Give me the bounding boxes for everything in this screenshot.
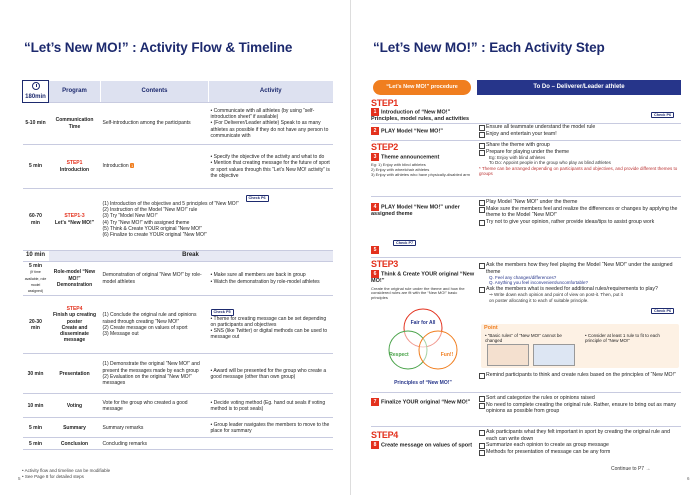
procedure-item-7: 7 Finalize YOUR original “New MO!” bbox=[371, 398, 475, 406]
break-row bbox=[23, 251, 333, 262]
row-program: Conclusion bbox=[49, 438, 101, 450]
row-activity: • Decide voting method (Eg. hand out seals if voting method is to post seals) bbox=[209, 394, 333, 418]
todo-item: Summarize each opinion to create as group message bbox=[479, 442, 679, 449]
todo-item: Make sure the members feel and realize the differences or changes by applying the theme to the Model “New MO!” bbox=[479, 206, 679, 219]
divider bbox=[371, 392, 681, 393]
step4-label: STEP4 bbox=[371, 430, 399, 440]
row-program: Presentation bbox=[49, 354, 101, 394]
break-label: Break bbox=[49, 251, 333, 262]
step-number: 6 bbox=[371, 270, 379, 278]
procedure-item-4: 4 PLAY Model “New MO!” under assigned theme bbox=[371, 204, 460, 218]
row-activity: • Award will be presented for the group who create a good message (other than own group) bbox=[209, 354, 333, 394]
page-number: 5 bbox=[18, 476, 21, 481]
check-p7-tag: Check P7 bbox=[393, 240, 416, 246]
step-label: STEP1-3 bbox=[64, 213, 85, 220]
step1-label: STEP1 bbox=[371, 98, 399, 108]
procedure-item-3: 3 Theme announcement Eg: 1) Enjoy with blind athletes 2) Enjoy with wheelchair athletes 3) Enjoy with athletes who have physically-disabled arm bbox=[371, 154, 470, 177]
todo-list-6: Ask the members how they feel playing the Model “New MO!” under the assigned theme Q. Feel any changes/differences? Q. Anything you feel inconvenient/uncomfortable? Ask the members what is needed for additional rules/requirements to play? ⇒ Write down each opinion and point of view on post-it. Then, put it on poster allocating it to each of suitable principle. bbox=[479, 262, 679, 303]
diagram-right: Fun!! bbox=[440, 352, 454, 358]
row-activity: • Make sure all members are back in group • Watch the demonstration by role-model athletes bbox=[209, 262, 333, 296]
diagram-left: Respect bbox=[389, 352, 409, 358]
table-row bbox=[23, 189, 333, 251]
page-number: 6 bbox=[687, 476, 690, 481]
todo-item: Remind participants to think and create rules based on the principles of “New MO!” bbox=[479, 372, 679, 379]
page-title: “Let’s New MO!” : Each Activity Step bbox=[373, 40, 605, 55]
table-row bbox=[23, 438, 333, 450]
table-header bbox=[23, 81, 333, 103]
row-activity: • Communicate with all athletes (by using “self-introduction sheet” if available) • (For Deliverer/Leader athlete) Speak to as many athletes as possible if they do not have any person to communicate with bbox=[209, 103, 333, 145]
timeline-table bbox=[22, 80, 333, 450]
todo-item: Prepare for playing under the theme bbox=[479, 149, 679, 156]
table-row bbox=[23, 394, 333, 418]
row-activity: • Group leader navigates the members to move to the place for summary bbox=[209, 418, 333, 438]
row-time: 60-70 min bbox=[23, 189, 49, 251]
todo-item: Share the theme with group bbox=[479, 142, 679, 149]
divider bbox=[371, 257, 681, 258]
principles-diagram bbox=[375, 306, 471, 388]
table-row bbox=[23, 418, 333, 438]
procedure-header: “Let’s New MO!” procedure bbox=[373, 80, 471, 95]
illustration bbox=[487, 344, 529, 366]
contents-header: Contents bbox=[101, 81, 209, 103]
procedure-item-1: 1 Introduction of “New MO!” Principles, model rules, and activities bbox=[371, 109, 470, 123]
procedure-item-2: 2 PLAY Model “New MO!” bbox=[371, 127, 475, 135]
procedure-item-6: 6 Think & Create YOUR original “New MO!” Create the original rule under the theme and how the considered rules are fit with the “New MO!” basic principles bbox=[371, 271, 475, 301]
page-title: “Let’s New MO!” : Activity Flow & Timeline bbox=[24, 40, 293, 55]
page-badge: 1 bbox=[131, 163, 134, 169]
procedure-item-5 bbox=[371, 246, 475, 254]
todo-list-2 bbox=[479, 124, 679, 137]
row-contents: (1) Introduction of the objective and 5 principles of “New MO!” (2) Instruction of the Model “New MO!” rule (3) Try “Model New MO!” (4) Try “New MO!” with assigned theme (5) Think & Create YOUR original “New MO!” (6) Finalize to create YOUR original “New MO!” Check P6 bbox=[101, 189, 333, 251]
todo-list-6c bbox=[479, 372, 679, 379]
step-number: 2 bbox=[371, 127, 379, 135]
todo-item: Play Model “New MO!” under the theme bbox=[479, 199, 679, 206]
row-program: STEP1 Introduction bbox=[49, 145, 101, 189]
step-number: 4 bbox=[371, 203, 379, 211]
step-label: STEP1 bbox=[66, 160, 83, 167]
row-time: 20-30 min bbox=[23, 296, 49, 354]
row-contents: Introduction 1 bbox=[101, 145, 209, 189]
row-program: Communication Time bbox=[49, 103, 101, 145]
continue-link: Continue to P7 → bbox=[611, 466, 651, 472]
table-row bbox=[23, 354, 333, 394]
row-contents: Concluding remarks bbox=[101, 438, 209, 450]
row-program: STEP1-3 Let’s “New MO!” bbox=[49, 189, 101, 251]
todo-list-7 bbox=[479, 395, 679, 415]
table-row bbox=[23, 145, 333, 189]
clock-icon bbox=[32, 82, 40, 90]
point-box bbox=[481, 324, 679, 368]
row-time: 5 min bbox=[23, 145, 49, 189]
todo-list-3: Share the theme with group Prepare for playing under the theme Eg: Enjoy with blind athletes To Do: Appoint people in the group who play as blind athletes * Theme can be arranged depending on participants and objectives, and provide different themes to groups bbox=[479, 142, 678, 177]
diagram-top: Fair for All bbox=[410, 320, 436, 326]
divider bbox=[371, 196, 681, 197]
step-number: 3 bbox=[371, 153, 379, 161]
row-time: 5 min bbox=[23, 438, 49, 450]
procedure-item-8: 8 Create message on values of sport bbox=[371, 441, 475, 449]
row-activity: • Specify the objective of the activity and what to do • Mention that creating message for the future of sport or sport values through this “Let’s New MO! activity” is the objective bbox=[209, 145, 333, 189]
illustration bbox=[533, 344, 575, 366]
step-number: 1 bbox=[371, 108, 379, 116]
table-row bbox=[23, 262, 333, 296]
row-time: 10 min bbox=[23, 394, 49, 418]
step-number: 5 bbox=[371, 246, 379, 254]
todo-item: Ask the members what is needed for additional rules/requirements to play? bbox=[479, 286, 679, 293]
table-row bbox=[23, 103, 333, 145]
activity-header: Activity bbox=[209, 81, 333, 103]
row-time: 10 min bbox=[23, 251, 49, 262]
todo-item: Ask participants what they felt important in sport by creating the original rule and each can write down bbox=[479, 429, 679, 442]
todo-list-4 bbox=[479, 199, 679, 225]
check-p5-tag: Check P5 bbox=[211, 309, 234, 316]
row-contents: Vote for the group who created a good message bbox=[101, 394, 209, 418]
todo-item: No need to complete creating the original rule. Rather, ensure to bring out as many opinions as possible from group bbox=[479, 402, 679, 415]
row-time: 5-10 min bbox=[23, 103, 49, 145]
todo-header: To Do – Deliverer/Leader athlete bbox=[477, 80, 681, 95]
check-p6-tag: Check P6 bbox=[246, 195, 269, 202]
point-label: Point bbox=[484, 325, 498, 331]
diagram-caption: Principles of “New MO!” bbox=[394, 380, 452, 386]
todo-item: Sort and categorize the rules or opinions raised bbox=[479, 395, 679, 402]
row-program: STEP4 Finish up creating poster Create and disseminate message bbox=[49, 296, 101, 354]
divider bbox=[371, 140, 681, 141]
row-activity bbox=[209, 438, 333, 450]
todo-item: Ensure all teammate understand the model rule bbox=[479, 124, 679, 131]
step-number: 7 bbox=[371, 398, 379, 406]
row-contents: (1) Demonstrate the original “New MO!” and present the messages made by each group (2) Evaluation on the original “New MO!” messages bbox=[101, 354, 209, 394]
divider bbox=[371, 426, 681, 427]
todo-list-8 bbox=[479, 429, 679, 455]
step-label: STEP4 bbox=[66, 306, 83, 312]
check-p6-tag: Check P6 bbox=[651, 112, 674, 118]
check-p6-tag: Check P6 bbox=[651, 308, 674, 314]
program-header: Program bbox=[49, 81, 101, 103]
right-page bbox=[350, 0, 700, 495]
point-1: • “Basic rules” of “New MO!” cannot be changed bbox=[485, 333, 562, 343]
row-time: 30 min bbox=[23, 354, 49, 394]
row-program: Voting bbox=[49, 394, 101, 418]
row-time: 5 min (If time available, role model assigned) bbox=[23, 262, 49, 296]
row-time: 5 min bbox=[23, 418, 49, 438]
todo-item: Methods for presentation of message can be any form bbox=[479, 449, 679, 456]
row-activity: Check P5 • Theme for creating messsge can be set depending on participants and objectives • SNS (like Twitter) or digital methods can be used to message out bbox=[209, 296, 333, 354]
row-program: Summary bbox=[49, 418, 101, 438]
todo-item: Ask the members how they feel playing the Model “New MO!” under the assigned theme bbox=[479, 262, 679, 275]
todo-item: Enjoy and entertain your team! bbox=[479, 131, 679, 138]
todo-item: Try not to give your opinion, rather provide ideas/tips to assist group work bbox=[479, 219, 679, 226]
table-row bbox=[23, 296, 333, 354]
row-contents: Demonstration of original “New MO!” by role-model athletes bbox=[101, 262, 209, 296]
row-contents: (1) Conclude the original rule and opinions raised through creating “New MO!” (2) Create message on values of sport (3) Message out bbox=[101, 296, 209, 354]
footnotes: • Activity flow and timeline can be modifiable • See Page 8 for detailed steps bbox=[22, 468, 111, 480]
row-contents: Summary remarks bbox=[101, 418, 209, 438]
row-program: Role-model “New MO!” Demonstration bbox=[49, 262, 101, 296]
row-contents: Self-introduction among the participants bbox=[101, 103, 209, 145]
step3-label: STEP3 bbox=[371, 259, 399, 269]
step-number: 8 bbox=[371, 441, 379, 449]
time-header: 180min bbox=[23, 81, 49, 103]
step2-label: STEP2 bbox=[371, 142, 399, 152]
point-2: • Consider at least 1 rule to fit to each principle of “New MO!” bbox=[585, 333, 660, 343]
